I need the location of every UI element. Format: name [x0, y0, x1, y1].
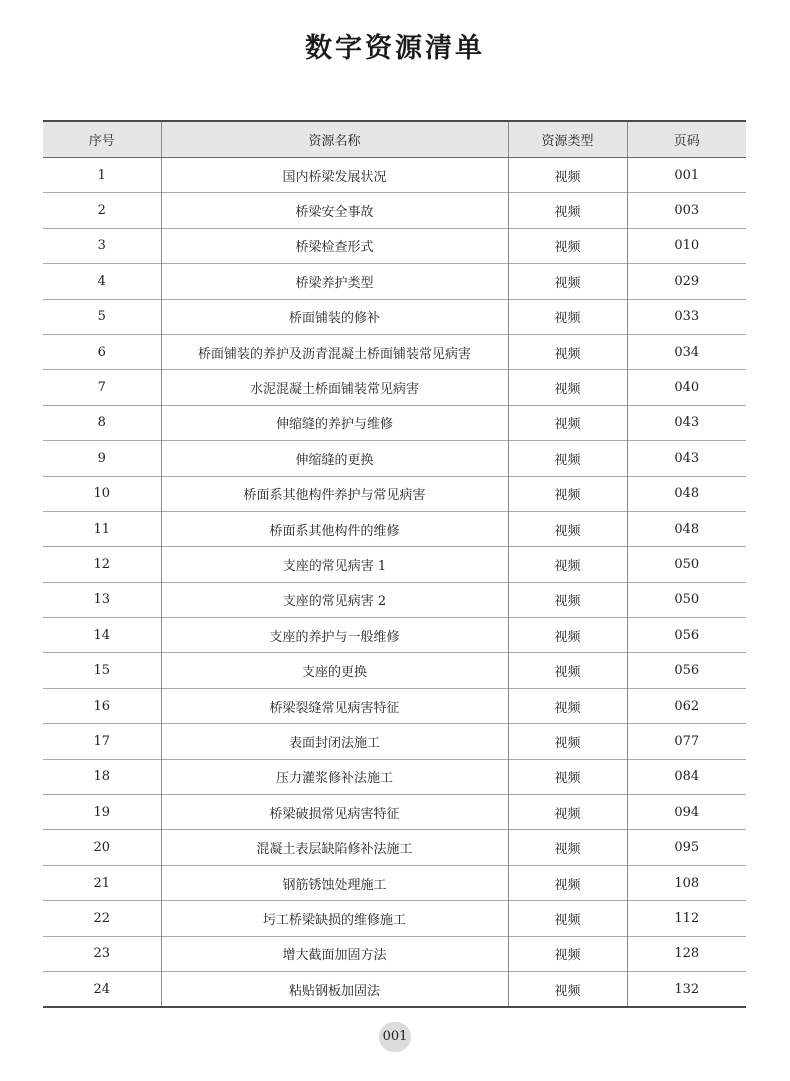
- table-header-row: [43, 121, 746, 158]
- row-resource-type: 视频: [508, 476, 627, 511]
- table-row: [43, 688, 746, 723]
- row-resource-type: 视频: [508, 158, 627, 193]
- row-resource-name: 压力灌浆修补法施工: [161, 759, 508, 794]
- row-resource-type: 视频: [508, 795, 627, 830]
- row-resource-name: 支座的常见病害 1: [161, 547, 508, 582]
- row-index: 2: [43, 193, 161, 228]
- row-resource-name: 桥面铺装的养护及沥青混凝土桥面铺装常见病害: [161, 334, 508, 369]
- page-title: 数字资源清单: [305, 33, 485, 64]
- table-row: [43, 618, 746, 653]
- row-index: 6: [43, 334, 161, 369]
- row-resource-type: 视频: [508, 334, 627, 369]
- row-resource-type: 视频: [508, 511, 627, 546]
- table-row: [43, 971, 746, 1007]
- table-row: [43, 441, 746, 476]
- table-row: [43, 901, 746, 936]
- table-row: [43, 936, 746, 971]
- table-row: [43, 865, 746, 900]
- table-row: [43, 511, 746, 546]
- row-resource-type: 视频: [508, 865, 627, 900]
- row-resource-name: 桥梁破损常见病害特征: [161, 795, 508, 830]
- row-page: 108: [627, 865, 746, 900]
- row-page: 132: [627, 971, 746, 1007]
- row-page: 029: [627, 264, 746, 299]
- row-resource-type: 视频: [508, 299, 627, 334]
- row-page: 112: [627, 901, 746, 936]
- table-row: [43, 795, 746, 830]
- table-row: [43, 547, 746, 582]
- row-resource-name: 桥梁养护类型: [161, 264, 508, 299]
- row-index: 24: [43, 971, 161, 1007]
- row-resource-name: 支座的养护与一般维修: [161, 618, 508, 653]
- row-resource-name: 国内桥梁发展状况: [161, 158, 508, 193]
- row-page: 084: [627, 759, 746, 794]
- row-resource-type: 视频: [508, 688, 627, 723]
- row-page: 050: [627, 582, 746, 617]
- table-row: [43, 193, 746, 228]
- row-resource-name: 桥面铺装的修补: [161, 299, 508, 334]
- row-page: 010: [627, 228, 746, 263]
- page-number: 001: [379, 1022, 411, 1052]
- row-index: 20: [43, 830, 161, 865]
- row-index: 14: [43, 618, 161, 653]
- row-resource-type: 视频: [508, 830, 627, 865]
- header-page: 页码: [627, 121, 746, 158]
- row-page: 043: [627, 405, 746, 440]
- row-resource-name: 支座的常见病害 2: [161, 582, 508, 617]
- row-resource-name: 混凝土表层缺陷修补法施工: [161, 830, 508, 865]
- row-page: 048: [627, 511, 746, 546]
- row-resource-name: 伸缩缝的更换: [161, 441, 508, 476]
- row-resource-name: 伸缩缝的养护与维修: [161, 405, 508, 440]
- row-index: 1: [43, 158, 161, 193]
- header-resource-name: 资源名称: [161, 121, 508, 158]
- row-resource-type: 视频: [508, 901, 627, 936]
- header-resource-type: 资源类型: [508, 121, 627, 158]
- row-index: 13: [43, 582, 161, 617]
- row-page: 056: [627, 618, 746, 653]
- row-resource-name: 支座的更换: [161, 653, 508, 688]
- table-row: [43, 759, 746, 794]
- row-resource-name: 圬工桥梁缺损的维修施工: [161, 901, 508, 936]
- row-resource-type: 视频: [508, 441, 627, 476]
- row-resource-type: 视频: [508, 193, 627, 228]
- row-page: 040: [627, 370, 746, 405]
- table-row: [43, 476, 746, 511]
- row-page: 056: [627, 653, 746, 688]
- row-page: 001: [627, 158, 746, 193]
- row-resource-name: 桥梁安全事故: [161, 193, 508, 228]
- row-index: 15: [43, 653, 161, 688]
- row-resource-type: 视频: [508, 370, 627, 405]
- row-index: 11: [43, 511, 161, 546]
- row-resource-type: 视频: [508, 405, 627, 440]
- table-row: [43, 334, 746, 369]
- table-row: [43, 228, 746, 263]
- row-index: 21: [43, 865, 161, 900]
- row-index: 18: [43, 759, 161, 794]
- row-resource-name: 桥面系其他构件养护与常见病害: [161, 476, 508, 511]
- row-page: 095: [627, 830, 746, 865]
- row-page: 094: [627, 795, 746, 830]
- row-resource-name: 增大截面加固方法: [161, 936, 508, 971]
- row-resource-name: 钢筋锈蚀处理施工: [161, 865, 508, 900]
- row-index: 19: [43, 795, 161, 830]
- row-resource-type: 视频: [508, 971, 627, 1007]
- row-index: 12: [43, 547, 161, 582]
- header-index: 序号: [43, 121, 161, 158]
- row-resource-type: 视频: [508, 228, 627, 263]
- row-resource-name: 粘贴钢板加固法: [161, 971, 508, 1007]
- row-resource-type: 视频: [508, 936, 627, 971]
- table-row: [43, 582, 746, 617]
- table-row: [43, 370, 746, 405]
- row-resource-type: 视频: [508, 582, 627, 617]
- row-index: 4: [43, 264, 161, 299]
- row-index: 10: [43, 476, 161, 511]
- row-page: 003: [627, 193, 746, 228]
- row-resource-name: 表面封闭法施工: [161, 724, 508, 759]
- row-resource-name: 桥梁裂缝常见病害特征: [161, 688, 508, 723]
- row-resource-name: 桥梁检查形式: [161, 228, 508, 263]
- row-index: 5: [43, 299, 161, 334]
- table-row: [43, 264, 746, 299]
- row-page: 062: [627, 688, 746, 723]
- row-index: 16: [43, 688, 161, 723]
- table-row: [43, 299, 746, 334]
- row-resource-type: 视频: [508, 618, 627, 653]
- row-resource-name: 桥面系其他构件的维修: [161, 511, 508, 546]
- row-resource-name: 水泥混凝土桥面铺装常见病害: [161, 370, 508, 405]
- table-row: [43, 158, 746, 193]
- row-page: 043: [627, 441, 746, 476]
- table-row: [43, 405, 746, 440]
- row-index: 23: [43, 936, 161, 971]
- row-page: 034: [627, 334, 746, 369]
- row-index: 3: [43, 228, 161, 263]
- resource-table: [43, 120, 746, 1008]
- row-index: 8: [43, 405, 161, 440]
- row-index: 9: [43, 441, 161, 476]
- row-resource-type: 视频: [508, 264, 627, 299]
- row-page: 077: [627, 724, 746, 759]
- row-index: 22: [43, 901, 161, 936]
- row-resource-type: 视频: [508, 759, 627, 794]
- row-index: 7: [43, 370, 161, 405]
- table-row: [43, 724, 746, 759]
- row-page: 048: [627, 476, 746, 511]
- row-page: 050: [627, 547, 746, 582]
- table-row: [43, 653, 746, 688]
- row-page: 128: [627, 936, 746, 971]
- row-index: 17: [43, 724, 161, 759]
- row-page: 033: [627, 299, 746, 334]
- row-resource-type: 视频: [508, 724, 627, 759]
- row-resource-type: 视频: [508, 653, 627, 688]
- table-row: [43, 830, 746, 865]
- row-resource-type: 视频: [508, 547, 627, 582]
